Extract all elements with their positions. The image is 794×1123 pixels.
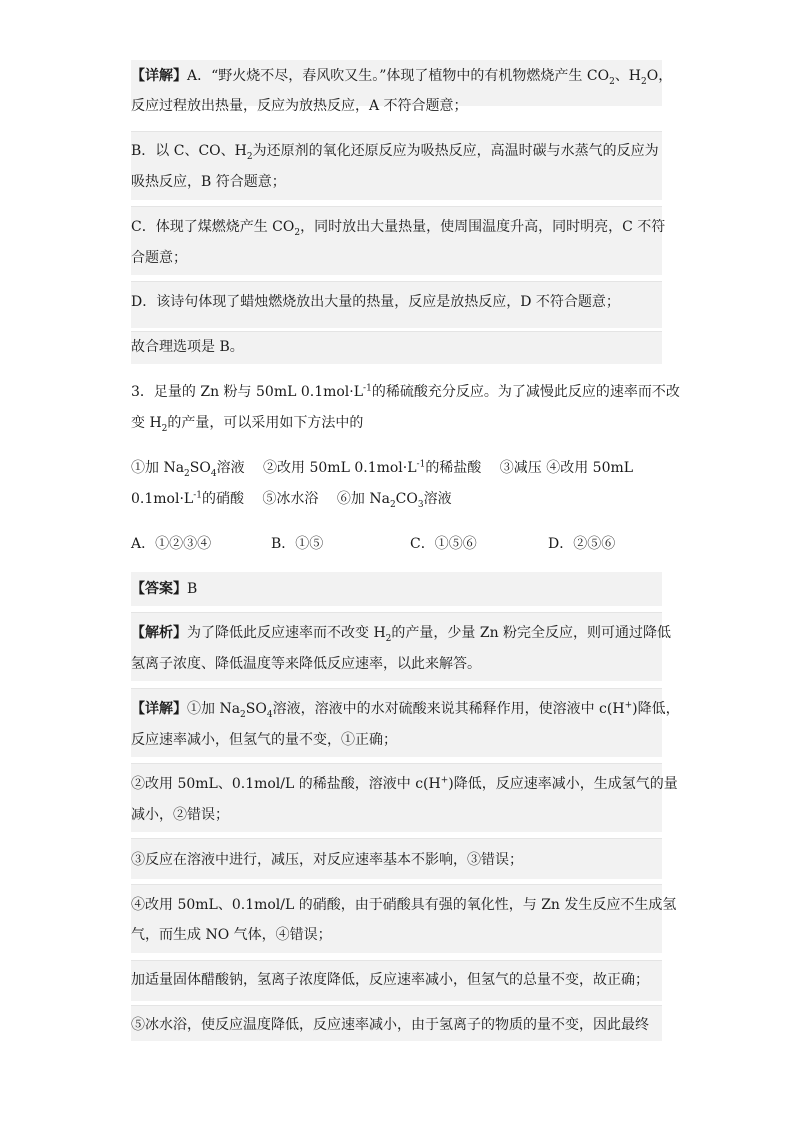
answer-line: 【答案】B xyxy=(131,581,198,597)
detail2-p1-line2: 反应速率减小，但氢气的量不变，①正确； xyxy=(131,732,397,748)
option-b: B．①⑤ xyxy=(271,536,324,552)
detail2-p2-line2: 减小，②错误； xyxy=(131,807,229,823)
detail2-p5: 加适量固体醋酸钠，氢离子浓度降低，反应速率减小，但氢气的总量不变，故正确； xyxy=(131,972,649,988)
question-line1: 3．足量的 Zn 粉与 50mL $0.1mol\cdot L^{-1}$的稀硫酸充分反应。为了减慢此反应的速率而不改 xyxy=(131,383,680,400)
detail2-p4-line2: 气，而生成 NO 气体，④错误； xyxy=(131,927,332,943)
methods-line1: ①加 $Na_2SO_4$溶液 ②改用 50mL $0.1mol\cdot L^{-1}$的稀盐酸 ③减压 ④改用 50mL xyxy=(131,459,634,479)
detail-c-line1: C．体现了煤燃烧产生 $CO_2$，同时放出大量热量，使周围温度升高，同时明亮，C 不符 xyxy=(131,219,666,238)
methods-line2: $0.1mol\cdot L^{-1}$的硝酸 ⑤冰水浴 ⑥加 $Na_2CO_3$溶液 xyxy=(131,490,452,510)
shade-block xyxy=(131,572,662,606)
detail-b-line1: B．以 C、CO、$H_2$为还原剂的氧化还原反应为吸热反应，高温时碳与水蒸气的反应为 xyxy=(131,143,659,162)
detail2-p3: ③反应在溶液中进行，减压，对反应速率基本不影响，③错误； xyxy=(131,852,523,868)
question-line2: 变 $H_2$的产量，可以采用如下方法中的 xyxy=(131,415,364,434)
analysis-line1: 【解析】为了降低此反应速率而不改变 $H_2$的产量，少量 Zn 粉完全反应，则可通过降低 xyxy=(131,625,672,644)
option-c: C．①⑤⑥ xyxy=(410,536,477,552)
section-tag: 【答案】 xyxy=(131,581,187,597)
detail-a-line2: 反应过程放出热量，反应为放热反应，A 不符合题意； xyxy=(131,98,468,114)
detail2-p1-line1: 【详解】①加 $Na_2SO_4$溶液，溶液中的水对硫酸来说其稀释作用，使溶液中 c(H+)降低， xyxy=(131,700,680,720)
detail-conclusion: 故合理选项是 B。 xyxy=(131,339,244,355)
analysis-line2: 氢离子浓度、降低温度等来降低反应速率，以此来解答。 xyxy=(131,656,481,672)
option-a: A．①②③④ xyxy=(131,536,212,552)
detail2-p4-line1: ④改用 50mL、0.1mol/L 的硝酸，由于硝酸具有强的氧化性，与 Zn 发生反应不生成氢 xyxy=(131,897,677,913)
detail-d-line: D．该诗句体现了蜡烛燃烧放出大量的热量，反应是放热反应，D 不符合题意； xyxy=(131,294,620,310)
detail-a-line1: 【详解】A．“野火烧不尽，春风吹又生。”体现了植物中的有机物燃烧产生 $CO_2$、$H_2O$， xyxy=(131,68,673,87)
detail2-p2-line1: ②改用 50mL、0.1mol/L 的稀盐酸，溶液中 c(H+)降低，反应速率减小，生成氢气的量 xyxy=(131,775,678,792)
section-tag: 【解析】 xyxy=(131,625,187,641)
detail-b-line2: 吸热反应，B 符合题意； xyxy=(131,174,286,190)
detail-c-line2: 合题意； xyxy=(131,250,187,266)
section-tag: 【详解】 xyxy=(131,68,187,84)
option-d: D．②⑤⑥ xyxy=(548,536,616,552)
section-tag: 【详解】 xyxy=(131,701,187,717)
detail2-p6: ⑤冰水浴，使反应温度降低，反应速率减小，由于氢离子的物质的量不变，因此最终 xyxy=(131,1017,649,1033)
